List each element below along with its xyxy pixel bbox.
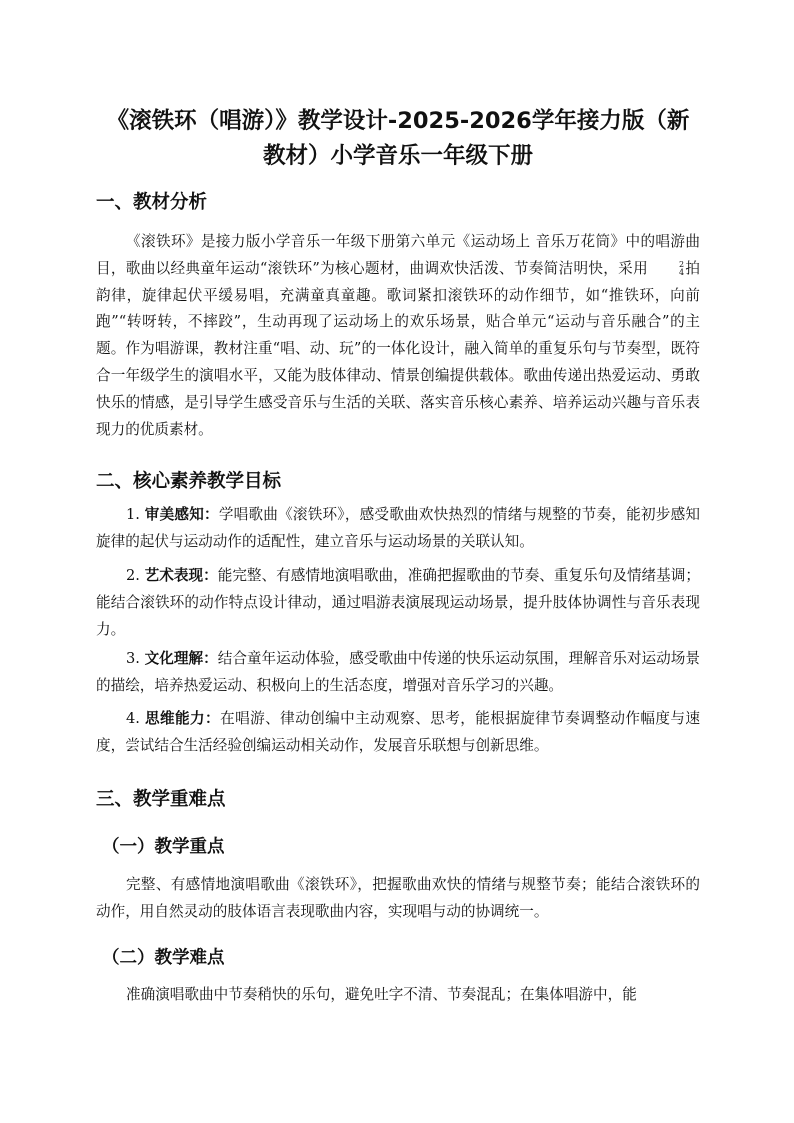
goal-item: [96, 706, 700, 760]
section-heading-key-points: 三、教学重难点: [96, 789, 226, 810]
title-line-1: 《滚铁环（唱游）》教学设计-2025-2026学年接力版（新: [106, 108, 690, 134]
goal-label: 思维能力：: [145, 710, 221, 727]
fraction-numerator: 2: [678, 259, 685, 269]
goal-item: [96, 646, 700, 700]
analysis-text-part-1: 《滚铁环》是接力版小学音乐一年级下册第六单元《运动场上 音乐万花筒》中的唱游曲目，歌曲以经典童年运动“滚铁环”为核心题材，曲调欢快活泼、节奏简洁明快，采用: [96, 233, 700, 277]
goal-label: 文化理解：: [144, 650, 218, 667]
analysis-text-part-2: 拍韵律，旋律起伏平缓易唱，充满童真童趣。歌词紧扣滚铁环的动作细节，如“推铁环，向前跑”“转呀转，不摔跤”，生动再现了运动场上的欢乐场景，贴合单元“运动与音乐融合”的主题。作为唱游课，教材注重“唱、动、玩”的一体化设计，融入简单的重复乐句与节奏型，既符合一年级学生的演唱水平，又能为肢体律动、情景创编提供载体。歌曲传递出热爱运动、勇敢快乐的情感，是引导学生感受音乐与生活的关联、落实音乐核心素养、培养运动兴趣与音乐表现力的优质素材。: [96, 259, 700, 438]
goal-number: 4.: [126, 710, 140, 727]
key-focus-paragraph: 完整、有感情地演唱歌曲《滚铁环》，把握歌曲欢快的情绪与规整节奏；能结合滚铁环的动作，用自然灵动的肢体语言表现歌曲内容，实现唱与动的协调统一。: [96, 876, 700, 920]
goal-text: 在唱游、律动创编中主动观察、思考，能根据旋律节奏调整动作幅度与速度，尝试结合生活经验创编运动相关动作，发展音乐联想与创新思维。: [96, 710, 700, 754]
goal-text: 结合童年运动体验，感受歌曲中传递的快乐运动氛围，理解音乐对运动场景的描绘，培养热爱运动、积极向上的生活态度，增强对音乐学习的兴趣。: [96, 650, 700, 694]
goal-number: 3.: [126, 650, 140, 667]
section-heading-analysis: 一、教材分析: [96, 192, 208, 213]
goal-number: 1.: [126, 506, 140, 523]
time-signature-fraction: [649, 261, 684, 277]
goal-label: 审美感知：: [144, 506, 219, 523]
subheading-key-focus: （一）教学重点: [102, 837, 225, 857]
goal-item: [96, 563, 700, 643]
section-analysis-paragraph: [96, 229, 700, 443]
goal-number: 2.: [126, 567, 140, 584]
goal-label: 艺术表现：: [144, 567, 218, 584]
title-line-2: 教材）小学音乐一年级下册: [262, 143, 533, 169]
document-title: [96, 104, 700, 174]
goal-text: 能完整、有感情地演唱歌曲，准确把握歌曲的节奏、重复乐句及情绪基调；能结合滚铁环的动作特点设计律动，通过唱游表演展现运动场景，提升肢体协调性与音乐表现力。: [96, 567, 700, 638]
key-difficulty-paragraph: 准确演唱歌曲中节奏稍快的乐句，避免吐字不清、节奏混乱；在集体唱游中，能: [126, 986, 637, 1003]
subheading-key-difficulty: （二）教学难点: [102, 948, 225, 968]
fraction-denominator: 4: [678, 267, 685, 277]
goal-item: [96, 502, 700, 556]
goal-text: 学唱歌曲《滚铁环》，感受歌曲欢快热烈的情绪与规整的节奏，能初步感知旋律的起伏与运动动作的适配性，建立音乐与运动场景的关联认知。: [96, 506, 700, 550]
section-heading-goals: 二、核心素养教学目标: [96, 471, 282, 492]
